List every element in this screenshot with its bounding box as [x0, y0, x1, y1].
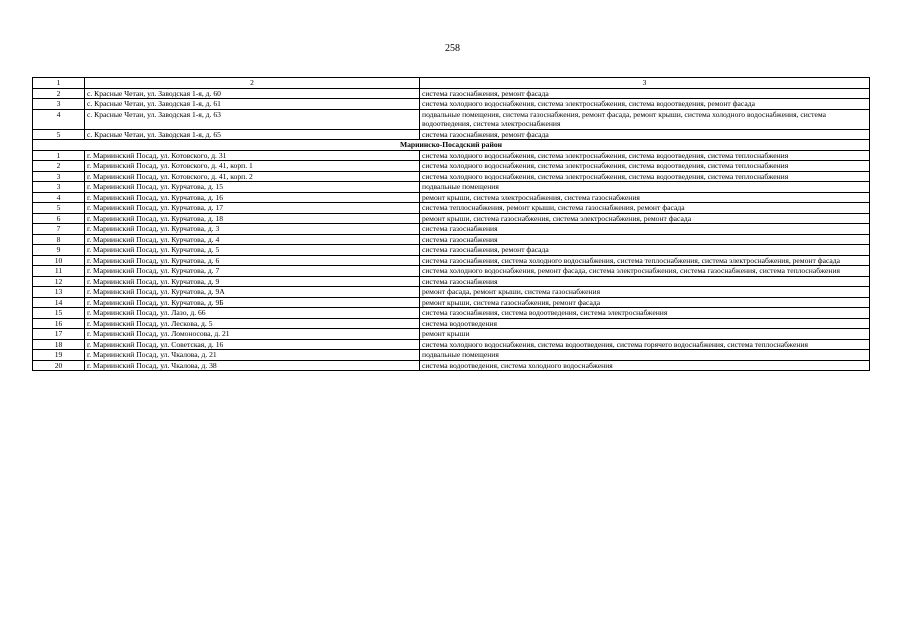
row-address: г. Мариинский Посад, ул. Чкалова, д. 21: [85, 350, 420, 361]
table-row: [33, 150, 870, 161]
row-works: подвальные помещения: [420, 182, 870, 193]
row-address: г. Мариинский Посад, ул. Советская, д. 16: [85, 339, 420, 350]
row-works: система холодного водоснабжения, система электроснабжения, система водоотведения, система теплоснабжения: [420, 150, 870, 161]
table-row: [33, 350, 870, 361]
row-works: ремонт крыши, система газоснабжения, система электроснабжения, ремонт фасада: [420, 213, 870, 224]
table-row: [33, 329, 870, 340]
row-address: с. Красные Четаи, ул. Заводская 1-я, д. 65: [85, 129, 420, 140]
row-address: с. Красные Четаи, ул. Заводская 1-я, д. 60: [85, 88, 420, 99]
row-address: г. Мариинский Посад, ул. Лескова, д. 5: [85, 318, 420, 329]
section-row: [33, 140, 870, 151]
row-address: г. Мариинский Посад, ул. Чкалова, д. 38: [85, 360, 420, 371]
row-number: 16: [33, 318, 85, 329]
row-number: 4: [33, 109, 85, 129]
row-address: г. Мариинский Посад, ул. Ломоносова, д. 21: [85, 329, 420, 340]
row-address: г. Мариинский Посад, ул. Котовского, д. 41, корп. 2: [85, 171, 420, 182]
row-works: ремонт фасада, ремонт крыши, система газоснабжения: [420, 287, 870, 298]
row-number: 18: [33, 339, 85, 350]
table-row: [33, 129, 870, 140]
row-works: подвальные помещения, система газоснабжения, ремонт фасада, ремонт крыши, система холодного водоснабжения, система водоотведения, система электроснабжения: [420, 109, 870, 129]
table-row: [33, 109, 870, 129]
table-row: [33, 339, 870, 350]
row-works: система водоотведения, система холодного водоснабжения: [420, 360, 870, 371]
row-number: 20: [33, 360, 85, 371]
row-works: система теплоснабжения, ремонт крыши, система газоснабжения, ремонт фасада: [420, 203, 870, 214]
row-number: 3: [33, 99, 85, 110]
header-col-2: 2: [85, 78, 420, 89]
row-address: г. Мариинский Посад, ул. Курчатова, д. 17: [85, 203, 420, 214]
table-row: [33, 308, 870, 319]
row-number: 2: [33, 88, 85, 99]
table-row: [33, 255, 870, 266]
row-works: ремонт крыши, система газоснабжения, ремонт фасада: [420, 297, 870, 308]
row-number: 12: [33, 276, 85, 287]
row-number: 6: [33, 213, 85, 224]
row-address: г. Мариинский Посад, ул. Курчатова, д. 15: [85, 182, 420, 193]
row-works: система газоснабжения, ремонт фасада: [420, 245, 870, 256]
row-number: 7: [33, 224, 85, 235]
row-works: система холодного водоснабжения, система водоотведения, система горячего водоснабжения, система теплоснабжения: [420, 339, 870, 350]
table-row: [33, 182, 870, 193]
row-number: 14: [33, 297, 85, 308]
row-address: г. Мариинский Посад, ул. Курчатова, д. 16: [85, 192, 420, 203]
row-number: 9: [33, 245, 85, 256]
row-number: 15: [33, 308, 85, 319]
table-row: [33, 224, 870, 235]
row-works: подвальные помещения: [420, 350, 870, 361]
table-row: [33, 88, 870, 99]
row-number: 13: [33, 287, 85, 298]
table-row: [33, 297, 870, 308]
table-row: [33, 318, 870, 329]
row-number: 10: [33, 255, 85, 266]
table-row: [33, 161, 870, 172]
row-number: 19: [33, 350, 85, 361]
row-address: г. Мариинский Посад, ул. Курчатова, д. 5: [85, 245, 420, 256]
table-row: [33, 276, 870, 287]
row-address: г. Мариинский Посад, ул. Котовского, д. 31: [85, 150, 420, 161]
row-number: 5: [33, 129, 85, 140]
row-works: система газоснабжения, система холодного водоснабжения, система теплоснабжения, система электроснабжения, ремонт фасада: [420, 255, 870, 266]
table-row: [33, 192, 870, 203]
row-works: ремонт крыши, система электроснабжения, система газоснабжения: [420, 192, 870, 203]
row-number: 8: [33, 234, 85, 245]
works-table: [32, 77, 870, 371]
row-works: система газоснабжения: [420, 276, 870, 287]
row-address: с. Красные Четаи, ул. Заводская 1-я, д. 61: [85, 99, 420, 110]
row-address: с. Красные Четаи, ул. Заводская 1-я, д. 63: [85, 109, 420, 129]
section-title: Мариинско-Посадский район: [33, 140, 870, 151]
row-address: г. Мариинский Посад, ул. Курчатова, д. 18: [85, 213, 420, 224]
row-works: система холодного водоснабжения, ремонт фасада, система электроснабжения, система газоснабжения, система теплоснабжения: [420, 266, 870, 277]
table-row: [33, 171, 870, 182]
row-number: 17: [33, 329, 85, 340]
table-row: [33, 266, 870, 277]
row-works: ремонт крыши: [420, 329, 870, 340]
table-row: [33, 245, 870, 256]
table-row: [33, 99, 870, 110]
row-number: 5: [33, 203, 85, 214]
row-works: система газоснабжения: [420, 224, 870, 235]
table-row: [33, 360, 870, 371]
row-works: система водоотведения: [420, 318, 870, 329]
table-row: [33, 203, 870, 214]
header-col-1: 1: [33, 78, 85, 89]
table-row: [33, 213, 870, 224]
row-number: 2: [33, 161, 85, 172]
row-address: г. Мариинский Посад, ул. Котовского, д. 41, корп. 1: [85, 161, 420, 172]
row-number: 11: [33, 266, 85, 277]
row-works: система газоснабжения, ремонт фасада: [420, 129, 870, 140]
header-col-3: 3: [420, 78, 870, 89]
row-address: г. Мариинский Посад, ул. Курчатова, д. 6: [85, 255, 420, 266]
row-works: система газоснабжения, система водоотведения, система электроснабжения: [420, 308, 870, 319]
row-works: система холодного водоснабжения, система электроснабжения, система водоотведения, ремонт фасада: [420, 99, 870, 110]
page-number: 258: [445, 43, 460, 54]
row-address: г. Мариинский Посад, ул. Лазо, д. 66: [85, 308, 420, 319]
row-number: 3: [33, 182, 85, 193]
row-address: г. Мариинский Посад, ул. Курчатова, д. 9Б: [85, 297, 420, 308]
row-works: система холодного водоснабжения, система электроснабжения, система водоотведения, система теплоснабжения: [420, 161, 870, 172]
row-number: 4: [33, 192, 85, 203]
row-number: 3: [33, 171, 85, 182]
row-works: система газоснабжения: [420, 234, 870, 245]
row-works: система холодного водоснабжения, система электроснабжения, система водоотведения, система теплоснабжения: [420, 171, 870, 182]
row-address: г. Мариинский Посад, ул. Курчатова, д. 3: [85, 224, 420, 235]
table-header-row: [33, 78, 870, 89]
row-number: 1: [33, 150, 85, 161]
row-address: г. Мариинский Посад, ул. Курчатова, д. 4: [85, 234, 420, 245]
table-row: [33, 234, 870, 245]
row-works: система газоснабжения, ремонт фасада: [420, 88, 870, 99]
row-address: г. Мариинский Посад, ул. Курчатова, д. 7: [85, 266, 420, 277]
table-row: [33, 287, 870, 298]
row-address: г. Мариинский Посад, ул. Курчатова, д. 9А: [85, 287, 420, 298]
row-address: г. Мариинский Посад, ул. Курчатова, д. 9: [85, 276, 420, 287]
